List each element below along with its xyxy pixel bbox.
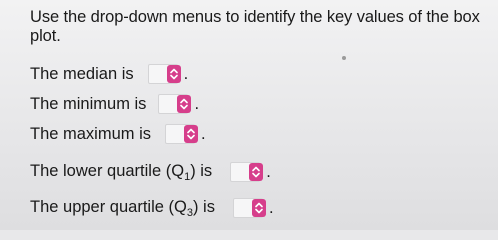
- maximum-answer-box[interactable]: [165, 124, 195, 144]
- lower-quartile-row: [30, 160, 271, 184]
- upper-quartile-label: [30, 198, 215, 219]
- instructions-text: Use the drop-down menus to identify the key values of the box plot.: [30, 8, 480, 45]
- lower-quartile-label: [30, 162, 212, 183]
- maximum-label: The maximum is: [30, 124, 152, 143]
- up-down-chevron-icon: [255, 202, 263, 214]
- median-dropdown[interactable]: [167, 65, 181, 83]
- upper-quartile-row: [30, 196, 274, 220]
- median-period: .: [183, 64, 189, 83]
- lower-quartile-subscript: 1: [184, 170, 191, 183]
- lower-quartile-label-post: ) is: [190, 161, 213, 180]
- median-label: The median is: [30, 64, 134, 83]
- lower-quartile-period: .: [266, 162, 271, 181]
- median-row: [30, 62, 188, 86]
- mouse-cursor-mark: [342, 56, 346, 60]
- up-down-chevron-icon: [187, 128, 195, 140]
- upper-quartile-subscript: 3: [186, 206, 193, 219]
- lower-quartile-answer-box[interactable]: [230, 162, 260, 182]
- up-down-chevron-icon: [252, 166, 260, 178]
- up-down-chevron-icon: [170, 68, 178, 80]
- lower-quartile-label-pre: The lower quartile (Q: [30, 161, 185, 180]
- maximum-dropdown[interactable]: [184, 125, 198, 143]
- median-answer-box[interactable]: [148, 64, 178, 84]
- minimum-dropdown[interactable]: [177, 95, 191, 113]
- maximum-row: [30, 122, 206, 146]
- upper-quartile-period: .: [268, 198, 274, 217]
- minimum-row: [30, 92, 199, 116]
- upper-quartile-dropdown[interactable]: [252, 199, 266, 217]
- minimum-period: .: [194, 94, 200, 113]
- minimum-answer-box[interactable]: [158, 94, 188, 114]
- up-down-chevron-icon: [180, 98, 188, 110]
- upper-quartile-answer-box[interactable]: [233, 198, 263, 218]
- upper-quartile-label-post: ) is: [192, 197, 215, 216]
- upper-quartile-label-pre: The upper quartile (Q: [30, 197, 187, 216]
- lower-quartile-dropdown[interactable]: [249, 163, 263, 181]
- maximum-period: .: [201, 124, 206, 143]
- minimum-label: The minimum is: [30, 94, 147, 113]
